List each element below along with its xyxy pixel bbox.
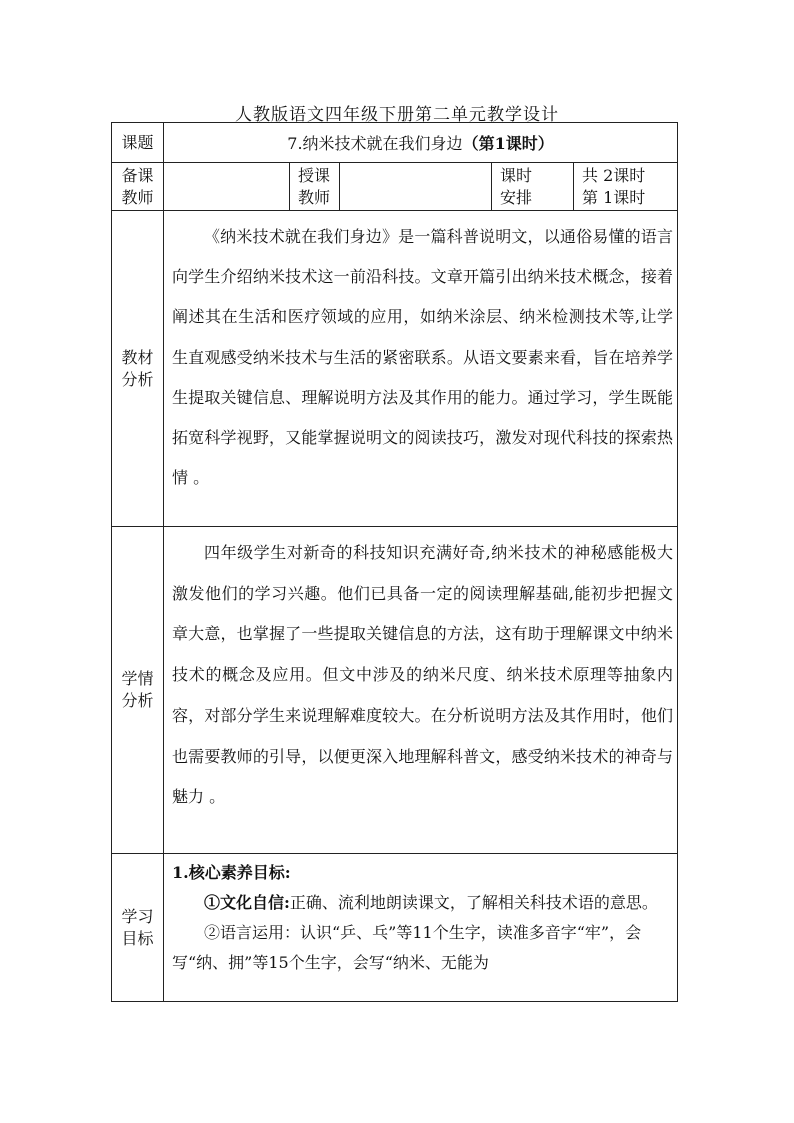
student-analysis-row xyxy=(112,527,678,854)
prep-teacher-label: 备课 教师 xyxy=(112,163,164,211)
goals-heading: 1.核心素养目标: xyxy=(172,863,291,882)
prep-teacher-value xyxy=(164,163,290,211)
info-row xyxy=(112,163,678,211)
topic-row xyxy=(112,123,678,163)
goal-item-language-use: ②语言运用：认识“乒、乓”等11个生字，读准多音字“牢”，会写“纳、拥”等15个生字，会写“纳米、无能为 xyxy=(172,923,642,972)
lesson-title-text: 7.纳米技术就在我们身边 xyxy=(287,134,463,153)
schedule-label: 课时 安排 xyxy=(492,163,574,211)
teaching-teacher-value xyxy=(340,163,492,211)
student-analysis-text: 四年级学生对新奇的科技知识充满好奇,纳米技术的神秘感能极大激发他们的学习兴趣。他们已具备一定的阅读理解基础,能初步把握文章大意，也掌握了一些提取关键信息的方法，这有助于理解课文中纳米技术的概念及应用。但文中涉及的纳米尺度、纳米技术原理等抽象内容，对部分学生来说理解难度较大。在分析说明方法及其作用时，他们也需要教师的引导，以便更深入地理解科普文，感受纳米技术的神奇与魅力 。 xyxy=(164,527,678,854)
lesson-plan-table xyxy=(111,122,678,1002)
learning-goals-content xyxy=(164,854,678,1002)
lesson-title xyxy=(164,123,678,163)
lesson-period-tag: （第1课时） xyxy=(462,134,554,153)
teaching-teacher-label: 授课 教师 xyxy=(290,163,340,211)
document-title: 人教版语文四年级下册第二单元教学设计 xyxy=(235,105,559,125)
learning-goals-row xyxy=(112,854,678,1002)
material-analysis-text: 《纳米技术就在我们身边》是一篇科普说明文，以通俗易懂的语言向学生介绍纳米技术这一前沿科技。文章开篇引出纳米技术概念，接着阐述其在生活和医疗领域的应用，如纳米涂层、纳米检测技术等,让学生直观感受纳米技术与生活的紧密联系。从语文要素来看，旨在培养学生提取关键信息、理解说明方法及其作用的能力。通过学习，学生既能拓宽科学视野，又能掌握说明文的阅读技巧，激发对现代科技的探索热情 。 xyxy=(164,211,678,527)
goal-item-text: 正确、流利地朗读课文，了解相关科技术语的意思。 xyxy=(289,893,658,912)
student-analysis-label: 学情 分析 xyxy=(112,527,164,854)
material-analysis-label: 教材 分析 xyxy=(112,211,164,527)
goal-item-cultural-confidence xyxy=(172,888,673,918)
topic-label: 课题 xyxy=(112,123,164,163)
schedule-value: 共 2课时 第 1课时 xyxy=(574,163,678,211)
learning-goals-label: 学习 目标 xyxy=(112,854,164,1002)
goal-item-bold-label: ①文化自信: xyxy=(204,893,290,912)
material-analysis-row xyxy=(112,211,678,527)
